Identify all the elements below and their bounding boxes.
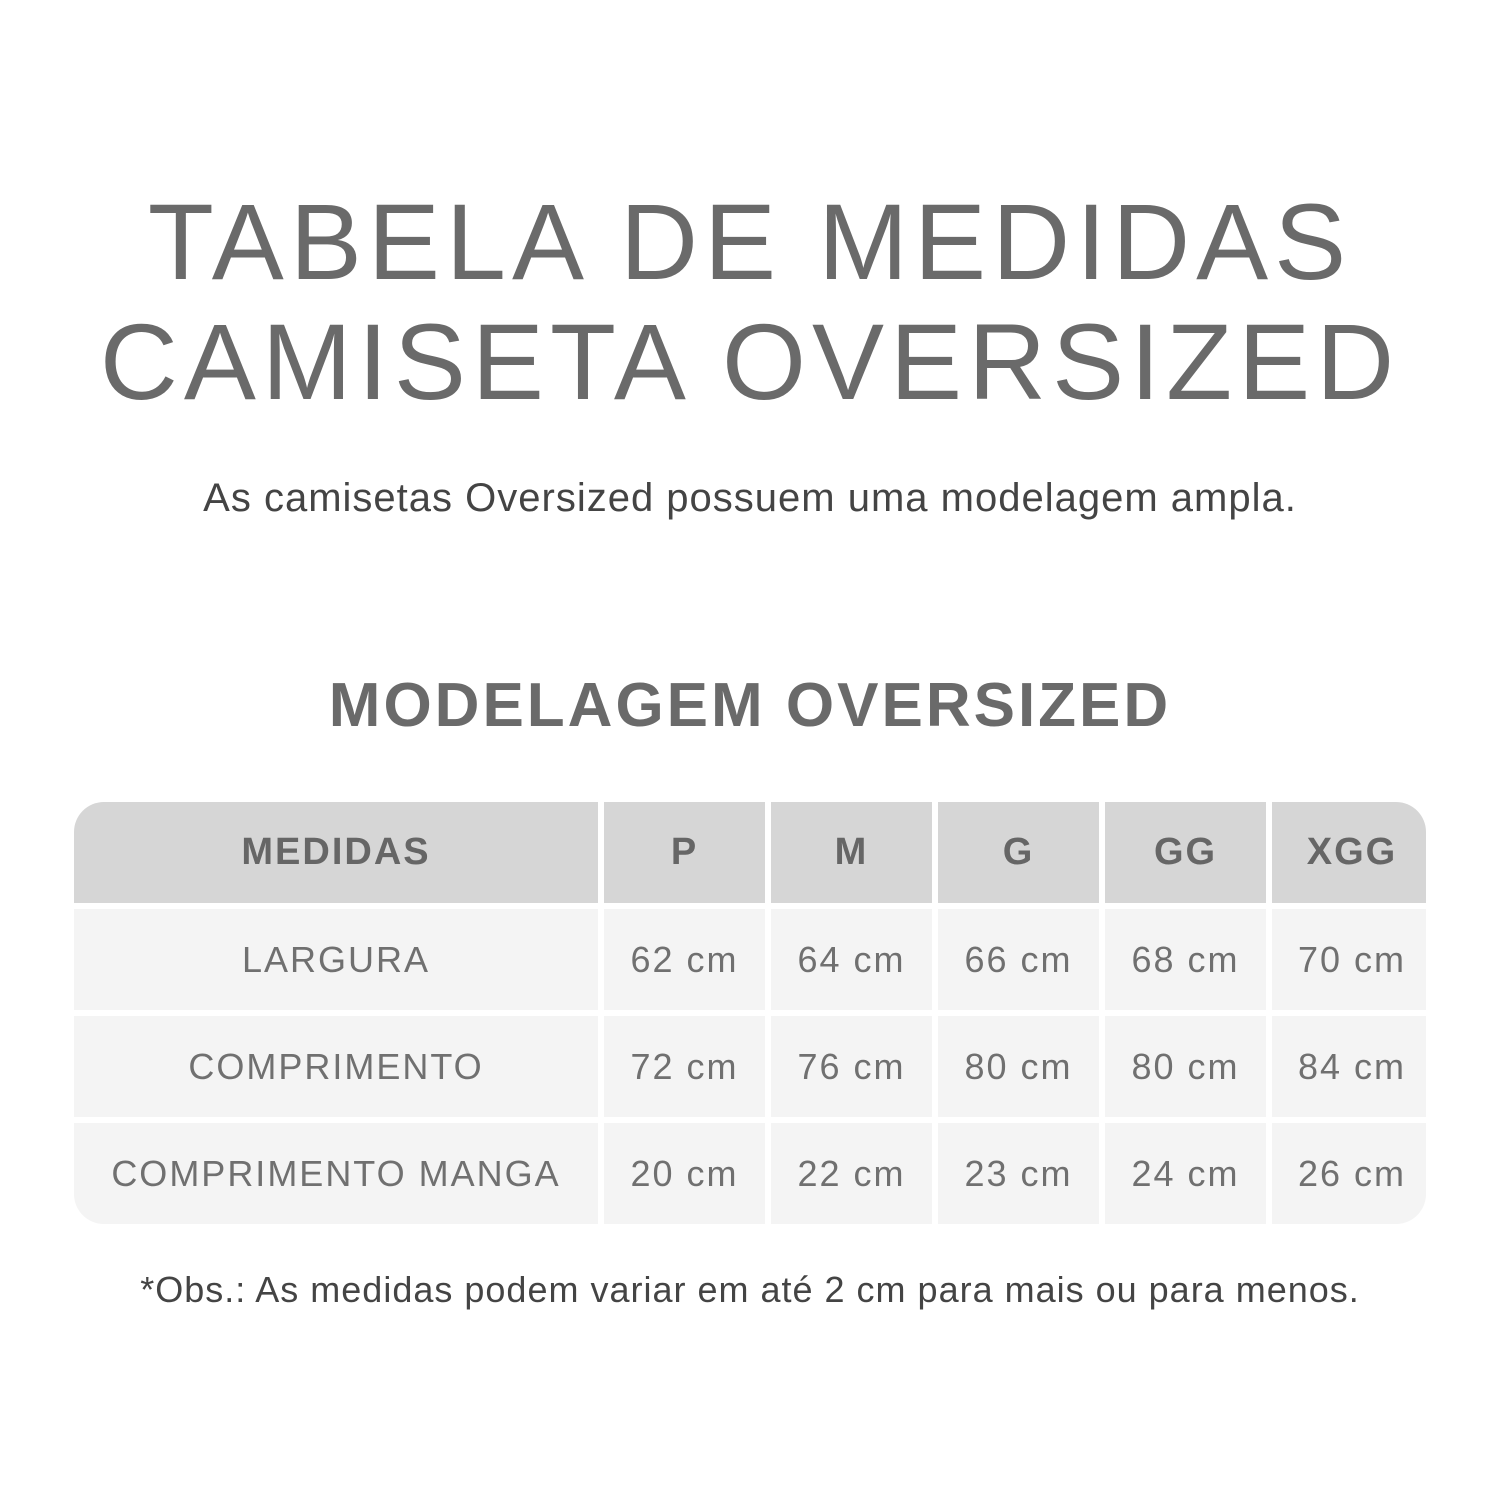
table-row-label: COMPRIMENTO MANGA bbox=[74, 1123, 598, 1224]
table-cell: 84 cm bbox=[1272, 1016, 1426, 1117]
table-cell: 76 cm bbox=[771, 1016, 932, 1117]
table-cell: 26 cm bbox=[1272, 1123, 1426, 1224]
table-cell: 80 cm bbox=[938, 1016, 1099, 1117]
table-row-label: LARGURA bbox=[74, 909, 598, 1010]
table-cell: 72 cm bbox=[604, 1016, 765, 1117]
table-header-measures: MEDIDAS bbox=[74, 802, 598, 903]
footnote: *Obs.: As medidas podem variar em até 2 cm para mais ou para menos. bbox=[140, 1269, 1360, 1310]
table-cell: 64 cm bbox=[771, 909, 932, 1010]
table-cell: 68 cm bbox=[1105, 909, 1266, 1010]
table-cell: 66 cm bbox=[938, 909, 1099, 1010]
table-cell: 80 cm bbox=[1105, 1016, 1266, 1117]
table-row-label: COMPRIMENTO bbox=[74, 1016, 598, 1117]
table-cell: 70 cm bbox=[1272, 909, 1426, 1010]
table-cell: 23 cm bbox=[938, 1123, 1099, 1224]
table-header-size-gg: GG bbox=[1105, 802, 1266, 903]
table-header-size-g: G bbox=[938, 802, 1099, 903]
table-cell: 24 cm bbox=[1105, 1123, 1266, 1224]
size-table bbox=[74, 802, 1426, 1224]
page-title-line-1: TABELA DE MEDIDAS bbox=[147, 181, 1353, 302]
page-subtitle: As camisetas Oversized possuem uma modelagem ampla. bbox=[203, 476, 1297, 520]
table-header-size-m: M bbox=[771, 802, 932, 903]
table-header-size-p: P bbox=[604, 802, 765, 903]
table-cell: 22 cm bbox=[771, 1123, 932, 1224]
page-title-line-2: CAMISETA OVERSIZED bbox=[99, 301, 1401, 422]
table-cell: 20 cm bbox=[604, 1123, 765, 1224]
table-cell: 62 cm bbox=[604, 909, 765, 1010]
section-title: MODELAGEM OVERSIZED bbox=[328, 671, 1172, 740]
table-header-size-xgg: XGG bbox=[1272, 802, 1426, 903]
